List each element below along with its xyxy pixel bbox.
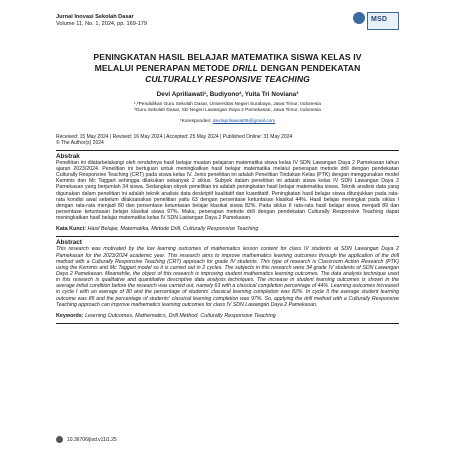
- abstrak-section: [56, 153, 399, 233]
- keywords-value: Learning Outcomes, Mathematics, Drill Method, Culturally Responsive Teaching: [85, 312, 276, 319]
- divider: [56, 150, 399, 151]
- article-dates: [56, 134, 399, 147]
- affiliations: [56, 102, 399, 114]
- affiliation-2: ³Guru Sekolah Dasar, SD Negeri Lawangan Daya 2 Pamekasan, Jawa Timur, Indonesia: [134, 108, 321, 113]
- abstract-body: This research was motivated by the low learning outcomes of mathematics lesson content for class IV students at SDN Lawangan Daya 2 Pamekasan for the 2023/2024 academic year. This research aims to improve mathematics learning outcomes through the application of the drill method with a Culturally Responsive Teaching (CRT) approach for grade IV students. This type of research is Classroom Action Research (PTK) using the Kemmis and Mc Taggart model so it is carried out in 2 cycles. The subjects in this research were 34 grade IV students of SDN Lawangan Daya 2 Pamekasan. Meanwhile, the object of this research is improving student mathematics learning outcomes. The data analysis technique used in this research is qualitative and quantitative descriptive data analysis techniques. The increase in student learning outcomes is shown in the average initial condition before the research was carried out, namely 63 with a classical completion percentage of 44%. Learning outcomes increased in cycle I with an average of 80 and the percentage of students' classical learning completion was 82%. In cycle II the average student learning outcome was 89 and the percentage of students' classical learning completion was 97%. So, applying the drill method with a Culturally Responsive Teaching approach can improve mathematics learning outcomes for class IV SDN Lawangan Daya 2 Pamekasan.: [56, 246, 399, 308]
- corresponding-author: [56, 119, 399, 124]
- keywords: [56, 313, 399, 319]
- history-dates: Received: 15 May 2024 | Revised: 16 May 2024 | Accepted: 25 May 2024 | Published Online: 31 May 2024: [56, 134, 293, 140]
- abstract-section: [56, 239, 399, 319]
- journal-info: [56, 14, 399, 27]
- journal-name: Jurnal Inovasi Sekolah Dasar: [56, 14, 134, 20]
- copyright: © The Author(s) 2024: [56, 140, 104, 147]
- kata-kunci: [56, 226, 399, 232]
- divider: [56, 323, 399, 324]
- divider: [56, 236, 399, 237]
- footer-doi: [56, 436, 117, 443]
- title-line-1: PENINGKATAN HASIL BELAJAR MATEMATIKA SISWA KELAS IV: [93, 52, 362, 62]
- logo-text: MSD: [371, 16, 388, 23]
- abstrak-body: Penelitian ini dilatarbelakangi oleh rendahnya hasil belajar muatan pelajaran matematika siswa kelas IV SDN Lawangan Daya 2 Pamekasan tahun ajaran 2023/2024. Penelitian ini bertujuan untuk meningkatkan hasil belajar matematika melalui penerapan metode drill dengan pendekatan Culturally Responsive Teaching (CRT) pada siswa kelas IV. Jenis penelitian ini adalah Penelitian Tindakan Kelas (PTK) dengan menggunakan model Kemmis dan Mc Taggart sehingga dilakukan sebanyak 2 siklus. Subyek dalam penelitian ini adalah siswa kelas IV SDN Lawangan Daya 2 Pamekasan yang berjumlah 34 siswa. Sedangkan obyek penelitian ini adalah peningkatan hasil belajar matematika siswa. Teknik analisis data yang digunakan dalam penelitian ini adalah teknik analisis data deskriptif kualitatif dan kuantitatif. Peningkatan hasil belajar siswa ditunjukkan pada rata-rata kondisi awal sebelum dilaksanakan penelitian yaitu 63 dengan persentase ketuntasan klasikal 44%. Hasil belajar meningkat pada siklus I dengan rata-rata menjadi 80 dan persentase ketuntasan belajar klasikal siswa 82%. Pada siklus II rata-rata hasil belajar siswa menjadi 89 dan persentase ketuntasan belajar klasikal siswa 97%. Maka, penerapan metode drill dengan pendekatan Culturally Responsive Teaching dapat meningkatkan hasil belajar matematika kelas IV SDN Lawangan Daya 2 Pamekasan.: [56, 159, 399, 222]
- logo-emblem-icon: [353, 12, 365, 24]
- title-line-2-part-c: DENGAN PENDEKATAN: [258, 63, 361, 73]
- abstrak-heading: Abstrak: [56, 152, 80, 160]
- kata-kunci-value: Hasil Belajar, Matematika, Metode Drill, Culturally Responsive Teaching: [87, 226, 259, 233]
- affiliation-1: ¹,²Pendidikan Guru Sekolah Dasar, Universitas Negeri Surabaya, Jawa Timur, Indonesia: [134, 102, 321, 107]
- author-list: Devi Apriliawati¹, Budiyono², Yuita Tri Noviana³: [156, 91, 299, 98]
- logo-box: [367, 12, 399, 30]
- title-line-2: [56, 63, 399, 74]
- keywords-label: Keywords:: [56, 312, 86, 319]
- title-line-2-part-b: DRILL: [232, 63, 259, 73]
- kata-kunci-label: Kata Kunci:: [56, 226, 88, 233]
- article-title: [56, 52, 399, 85]
- journal-header: [56, 0, 399, 46]
- abstract-heading: Abstract: [56, 239, 82, 247]
- title-line-3: CULTURALLY RESPONSIVE TEACHING: [145, 74, 310, 84]
- journal-logo: [353, 12, 399, 32]
- title-line-2-part-a: MELALUI PENERAPAN METODE: [94, 63, 233, 73]
- corr-label: *Koresponden:: [179, 119, 213, 124]
- doi-icon: [56, 436, 63, 443]
- journal-volume: Volume 11, No. 1, 2024, pp. 169-179: [56, 20, 148, 27]
- doi-link[interactable]: 10.36706/jisd.v11i1.25: [67, 436, 117, 443]
- corr-email-link[interactable]: devIapriliawati06@gmail.com: [212, 119, 276, 124]
